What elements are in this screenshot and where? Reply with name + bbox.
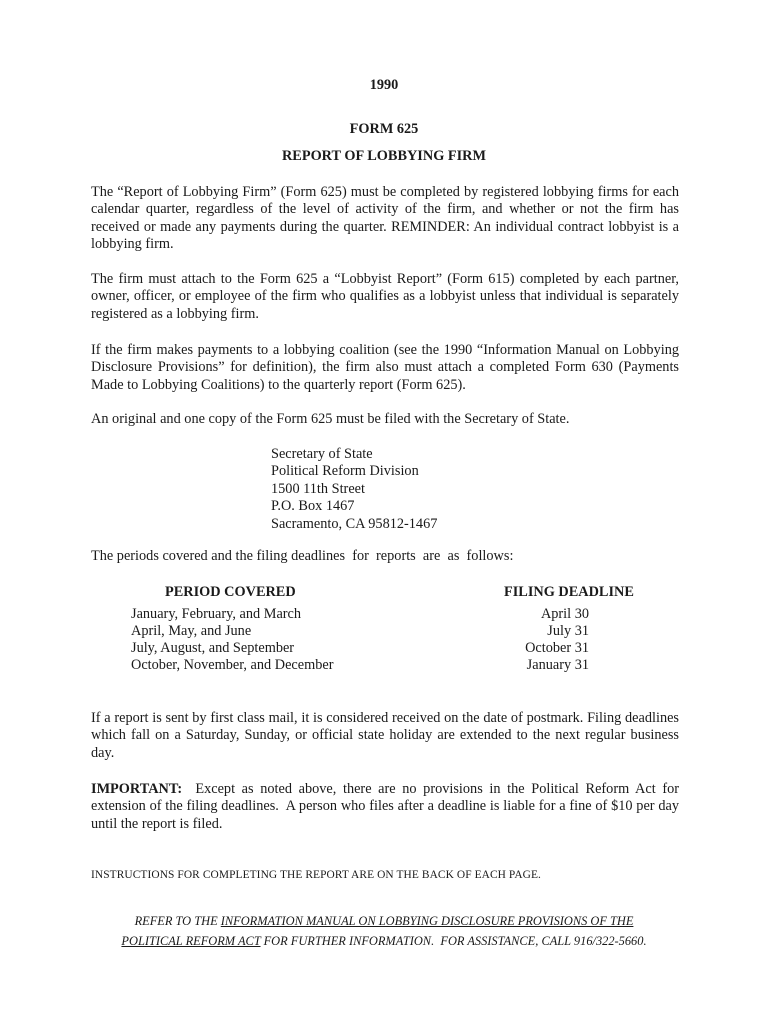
address-line: P.O. Box 1467	[271, 498, 355, 515]
address-line: 1500 11th Street	[271, 480, 365, 497]
refer-suffix: FOR FURTHER INFORMATION. FOR ASSISTANCE, CALL 916/322-5660.	[260, 934, 647, 948]
filing-deadline-header: FILING DEADLINE	[504, 584, 634, 600]
period-covered-header: PERIOD COVERED	[165, 584, 296, 600]
important-text: Except as noted above, there are no provisions in the Political Reform Act for extension of the filing deadlines. A person who files after a deadline is liable for a fine of $10 per day until the report is filed.	[91, 781, 683, 832]
paragraph-postmark: If a report is sent by first class mail, it is considered received on the date of postmark. Filing deadlines which fall on a Saturday, Sunday, or official state holiday are extended to the next regular business day.	[91, 710, 679, 761]
mailing-address	[271, 446, 571, 533]
address-line: Secretary of State	[271, 446, 373, 462]
refer-line-1	[0, 911, 768, 931]
paragraph-coalition: If the firm makes payments to a lobbying coalition (see the 1990 “Information Manual on Lobbying Disclosure Provisions” for definition), the firm also must attach a completed Form 630 (Payments Made to Lobbying Coalitions) to the quarterly report (Form 625).	[91, 342, 679, 393]
deadline-cell: January 31	[526, 657, 589, 673]
manual-title-line-1: INFORMATION MANUAL ON LOBBYING DISCLOSURE PROVISIONS OF THE	[220, 914, 634, 928]
form-number: FORM 625	[349, 121, 419, 137]
table-row	[131, 657, 591, 674]
table-row	[131, 623, 591, 640]
period-cell: July, August, and September	[131, 640, 295, 656]
manual-title-line-2: POLITICAL REFORM ACT	[121, 934, 261, 948]
period-cell: April, May, and June	[131, 623, 252, 639]
important-label: IMPORTANT:	[91, 781, 183, 797]
instructions-note: INSTRUCTIONS FOR COMPLETING THE REPORT ARE ON THE BACK OF EACH PAGE.	[91, 869, 541, 881]
table-row	[131, 606, 591, 623]
refer-prefix: REFER TO THE	[134, 914, 221, 928]
deadline-cell: April 30	[540, 606, 589, 622]
table-row	[131, 640, 591, 657]
address-line: Sacramento, CA 95812-1467	[271, 515, 438, 532]
period-cell: October, November, and December	[131, 657, 334, 673]
deadline-cell: October 31	[525, 640, 589, 656]
refer-line-2	[0, 931, 768, 951]
refer-note	[0, 911, 768, 951]
paragraph-important	[91, 781, 683, 833]
address-line: Political Reform Division	[271, 463, 419, 480]
form-title: REPORT OF LOBBYING FIRM	[281, 148, 487, 164]
paragraph-filing-copies: An original and one copy of the Form 625 must be filed with the Secretary of State.	[91, 411, 570, 427]
deadline-cell: July 31	[547, 623, 589, 639]
paragraph-lobbyist-report: The firm must attach to the Form 625 a “Lobbyist Report” (Form 615) completed by each partner, owner, officer, or employee of the firm who qualifies as a lobbyist unless that individual is separately registered as a lobbying firm.	[91, 271, 679, 322]
document-year: 1990	[369, 77, 399, 93]
period-cell: January, February, and March	[131, 606, 302, 622]
periods-intro: The periods covered and the filing deadlines for reports are as follows:	[91, 548, 514, 564]
paragraph-purpose: The “Report of Lobbying Firm” (Form 625) must be completed by registered lobbying firms for each calendar quarter, regardless of the level of activity of the firm, and whether or not the firm has received or made any payments during the quarter. REMINDER: An individual contract lobbyist is a lobbying firm.	[91, 184, 679, 253]
